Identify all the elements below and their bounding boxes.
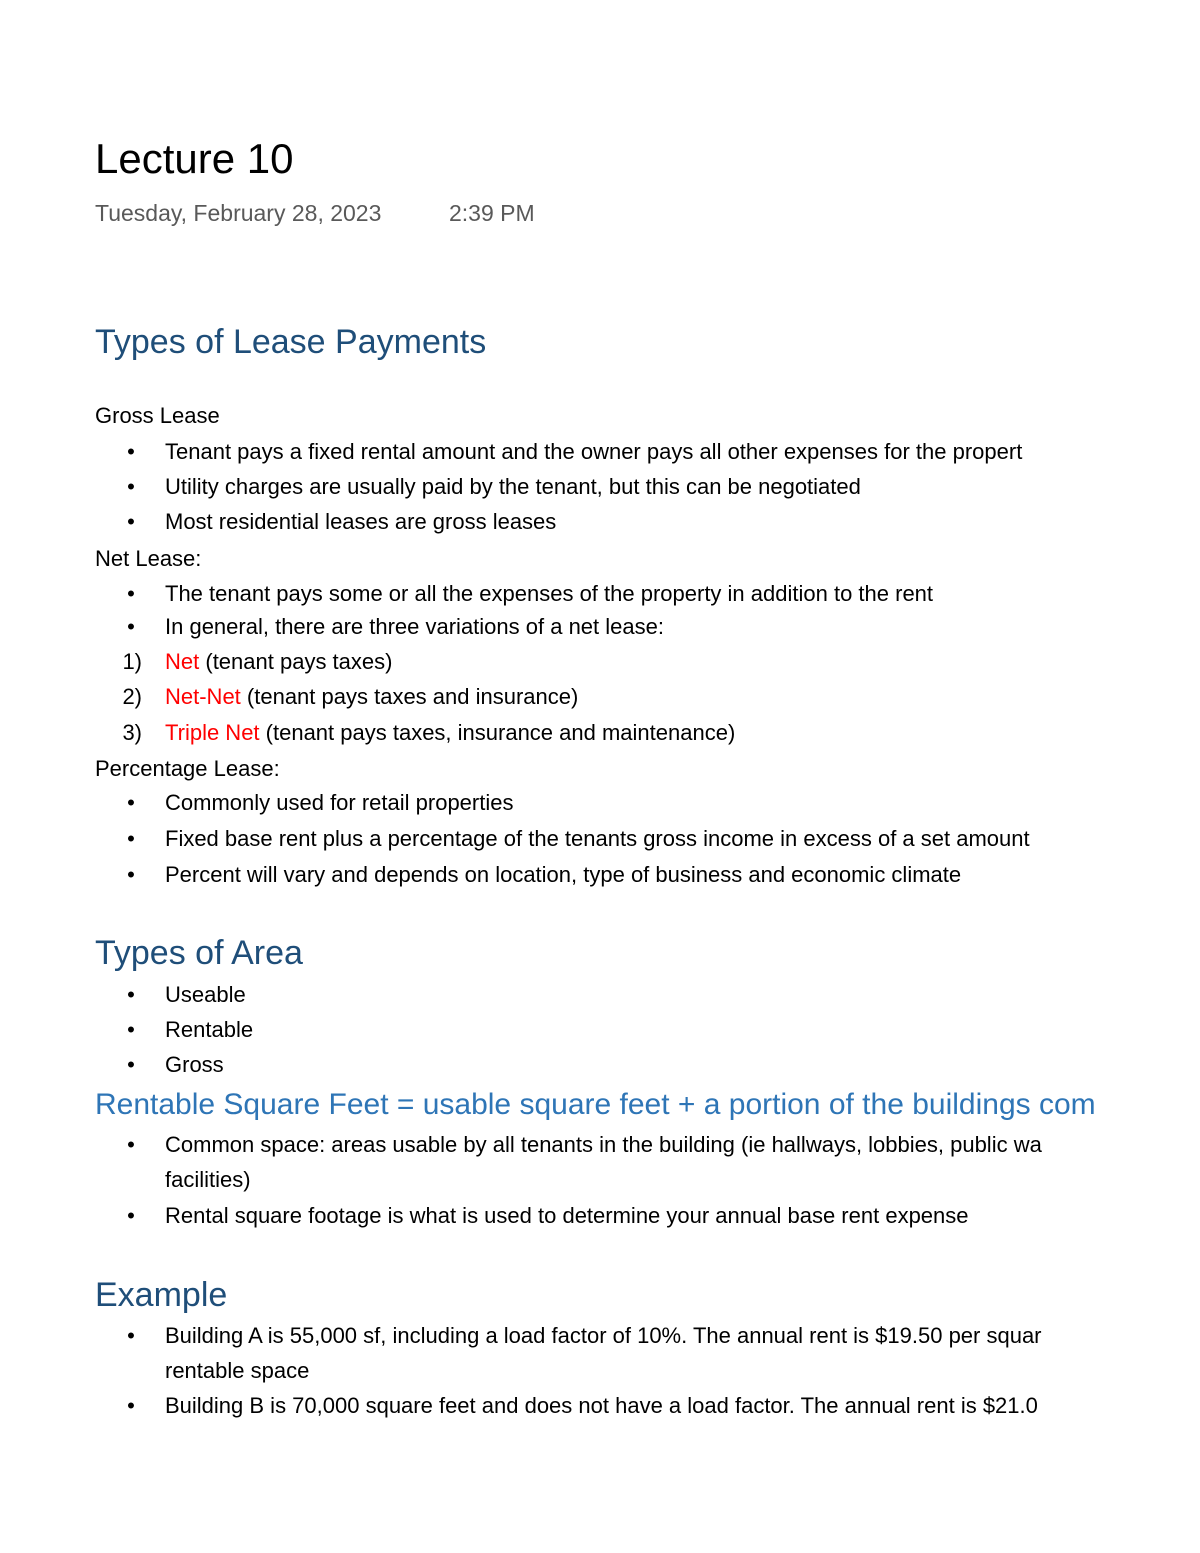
- list-item-continuation: rentable space: [165, 1358, 310, 1383]
- bullet-icon: •: [127, 474, 135, 499]
- bullet-icon: •: [127, 614, 135, 639]
- bullet-icon: •: [127, 439, 135, 464]
- lease-term-description: (tenant pays taxes): [199, 649, 393, 674]
- bullet-icon: •: [127, 790, 135, 815]
- list-number: 2): [122, 684, 142, 709]
- list-item: Utility charges are usually paid by the tenant, but this can be negotiated: [165, 474, 861, 499]
- numbered-item: [165, 719, 735, 747]
- list-item: Percent will vary and depends on location, type of business and economic climate: [165, 862, 962, 887]
- lease-term-description: (tenant pays taxes, insurance and maintenance): [259, 720, 736, 745]
- gross-lease-label: Gross Lease: [95, 403, 220, 428]
- page-title: Lecture 10: [95, 135, 294, 182]
- bullet-icon: •: [127, 982, 135, 1007]
- list-item: Fixed base rent plus a percentage of the tenants gross income in excess of a set amount: [165, 826, 1030, 851]
- list-item: Rentable: [165, 1017, 254, 1042]
- bullet-icon: •: [127, 1393, 135, 1418]
- percentage-lease-label: Percentage Lease:: [95, 756, 280, 781]
- page-date: Tuesday, February 28, 2023: [95, 200, 382, 226]
- list-number: 1): [122, 649, 142, 674]
- bullet-icon: •: [127, 581, 135, 606]
- list-item: The tenant pays some or all the expenses of the property in addition to the rent: [165, 581, 934, 606]
- bullet-icon: •: [127, 1132, 135, 1157]
- bullet-icon: •: [127, 1203, 135, 1228]
- list-item: In general, there are three variations of a net lease:: [165, 614, 664, 639]
- bullet-icon: •: [127, 862, 135, 887]
- bullet-icon: •: [127, 1052, 135, 1077]
- list-item: Rental square footage is what is used to determine your annual base rent expense: [165, 1203, 969, 1228]
- numbered-item: [165, 683, 578, 711]
- list-item: Building B is 70,000 square feet and does not have a load factor. The annual rent is $21.0: [165, 1393, 1038, 1418]
- subheading-rentable-square-feet: Rentable Square Feet = usable square feet + a portion of the buildings com: [95, 1088, 1096, 1121]
- page-time: 2:39 PM: [449, 200, 535, 226]
- lease-term: Triple Net: [165, 720, 260, 745]
- list-item: Useable: [165, 982, 246, 1007]
- lease-term: Net-Net: [165, 684, 241, 709]
- heading-types-of-area: Types of Area: [95, 934, 303, 972]
- list-item: Commonly used for retail properties: [165, 790, 514, 815]
- bullet-icon: •: [127, 1017, 135, 1042]
- net-lease-label: Net Lease:: [95, 546, 202, 571]
- list-item: Common space: areas usable by all tenants in the building (ie hallways, lobbies, public wa: [165, 1132, 1042, 1157]
- list-item: Building A is 55,000 sf, including a load factor of 10%. The annual rent is $19.50 per squar: [165, 1323, 1042, 1348]
- list-item: Gross: [165, 1052, 224, 1077]
- numbered-item: [165, 648, 392, 676]
- list-item-continuation: facilities): [165, 1167, 251, 1192]
- list-item: Most residential leases are gross leases: [165, 509, 557, 534]
- bullet-icon: •: [127, 1323, 135, 1348]
- heading-example: Example: [95, 1276, 228, 1314]
- list-item: Tenant pays a fixed rental amount and the owner pays all other expenses for the propert: [165, 439, 1023, 464]
- list-number: 3): [122, 720, 142, 745]
- lease-term: Net: [165, 649, 200, 674]
- heading-types-of-lease-payments: Types of Lease Payments: [95, 323, 487, 361]
- lease-term-description: (tenant pays taxes and insurance): [240, 684, 579, 709]
- bullet-icon: •: [127, 509, 135, 534]
- bullet-icon: •: [127, 826, 135, 851]
